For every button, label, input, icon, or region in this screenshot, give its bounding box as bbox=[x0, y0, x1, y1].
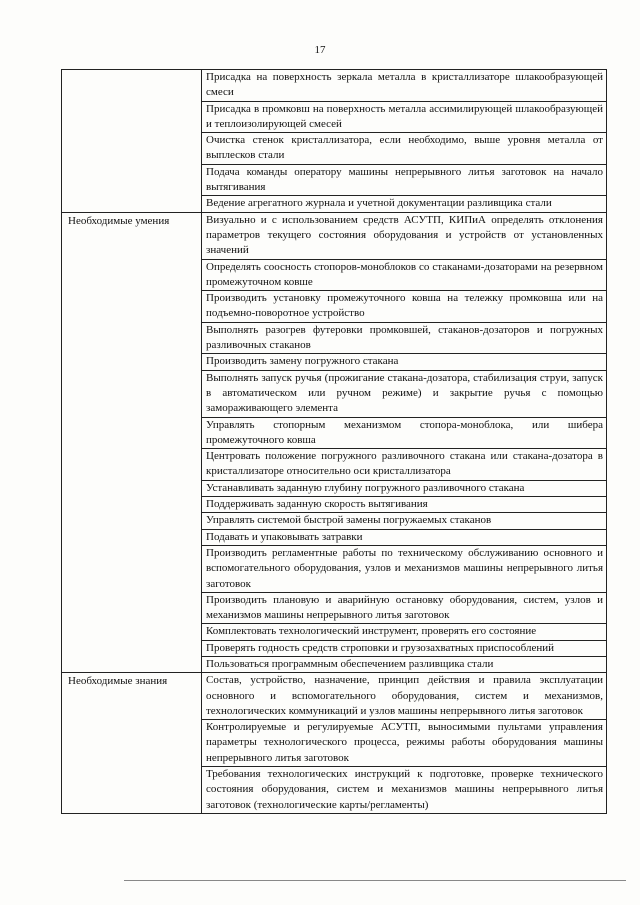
table-cell-item: Производить плановую и аварийную остановку оборудования, систем, узлов и механизмов машины непрерывного литья заготовок bbox=[202, 592, 607, 624]
table-cell-item: Пользоваться программным обеспечением разливщика стали bbox=[202, 656, 607, 672]
table-cell-item: Выполнять запуск ручья (прожигание стакана-дозатора, стабилизация струи, запуск в автоматическом или ручном режиме) и закрытие ручья с помощью замораживающего элемента bbox=[202, 370, 607, 417]
table-cell-item: Присадка в промковш на поверхность металла ассимилирующей шлакообразующей и теплоизолирующей смесей bbox=[202, 101, 607, 133]
table-cell-item: Проверять годность средств строповки и грузозахватных приспособлений bbox=[202, 640, 607, 656]
table-cell-item: Требования технологических инструкций к подготовке, проверке технического состояния оборудования, систем и механизмов машины непрерывного литья заготовок (технологические карты/регламенты) bbox=[202, 767, 607, 814]
section-label bbox=[62, 70, 202, 213]
table-cell-item: Ведение агрегатного журнала и учетной документации разливщика стали bbox=[202, 196, 607, 212]
table-cell-item: Очистка стенок кристаллизатора, если необходимо, выше уровня металла от выплесков стали bbox=[202, 133, 607, 165]
table-cell-item: Состав, устройство, назначение, принцип действия и правила эксплуатации основного и вспомогательного оборудования, систем и механизмов, технологических коммуникаций и узлов машины непрерывного литья заготовок bbox=[202, 673, 607, 720]
competency-table bbox=[61, 69, 607, 814]
table-cell-item: Производить регламентные работы по техническому обслуживанию основного и вспомогательного оборудования, узлов и механизмов машины непрерывного литья заготовок bbox=[202, 545, 607, 592]
page-number: 17 bbox=[314, 44, 326, 56]
table-row bbox=[62, 70, 607, 102]
table-cell-item: Управлять стопорным механизмом стопора-моноблока, или шибера промежуточного ковша bbox=[202, 417, 607, 449]
table-cell-item: Комплектовать технологический инструмент, проверять его состояние bbox=[202, 624, 607, 640]
section-label: Необходимые умения bbox=[62, 212, 202, 673]
table-cell-item: Выполнять разогрев футеровки промковшей, стаканов-дозаторов и погружных разливочных стаканов bbox=[202, 322, 607, 354]
table-cell-item: Подача команды оператору машины непрерывного литья заготовок на начало вытягивания bbox=[202, 164, 607, 196]
table-row bbox=[62, 673, 607, 720]
table-cell-item: Центровать положение погружного разливочного стакана или стакана-дозатора в кристаллизаторе относительно оси кристаллизатора bbox=[202, 449, 607, 481]
table-cell-item: Контролируемые и регулируемые АСУТП, выносимыми пультами управления параметры технологического процесса, режимы работы оборудования машины непрерывного литья заготовок bbox=[202, 720, 607, 767]
table-cell-item: Подавать и упаковывать затравки bbox=[202, 529, 607, 545]
table-cell-item: Определять соосность стопоров-моноблоков со стаканами-дозаторами на резервном промежуточном ковше bbox=[202, 259, 607, 291]
table-cell-item: Поддерживать заданную скорость вытягивания bbox=[202, 497, 607, 513]
bottom-divider bbox=[124, 880, 626, 881]
table-cell-item: Управлять системой быстрой замены погружаемых стаканов bbox=[202, 513, 607, 529]
table-row bbox=[62, 212, 607, 259]
table-cell-item: Присадка на поверхность зеркала металла в кристаллизаторе шлакообразующей смеси bbox=[202, 70, 607, 102]
section-label: Необходимые знания bbox=[62, 673, 202, 814]
table-cell-item: Визуально и с использованием средств АСУТП, КИПиА определять отклонения параметров текущего состояния оборудования и устройств от установленных значений bbox=[202, 212, 607, 259]
table-cell-item: Производить установку промежуточного ковша на тележку промковша или на подъемно-поворотное устройство bbox=[202, 291, 607, 323]
table-cell-item: Производить замену погружного стакана bbox=[202, 354, 607, 370]
competency-table-body bbox=[62, 70, 607, 814]
table-cell-item: Устанавливать заданную глубину погружного разливочного стакана bbox=[202, 480, 607, 496]
